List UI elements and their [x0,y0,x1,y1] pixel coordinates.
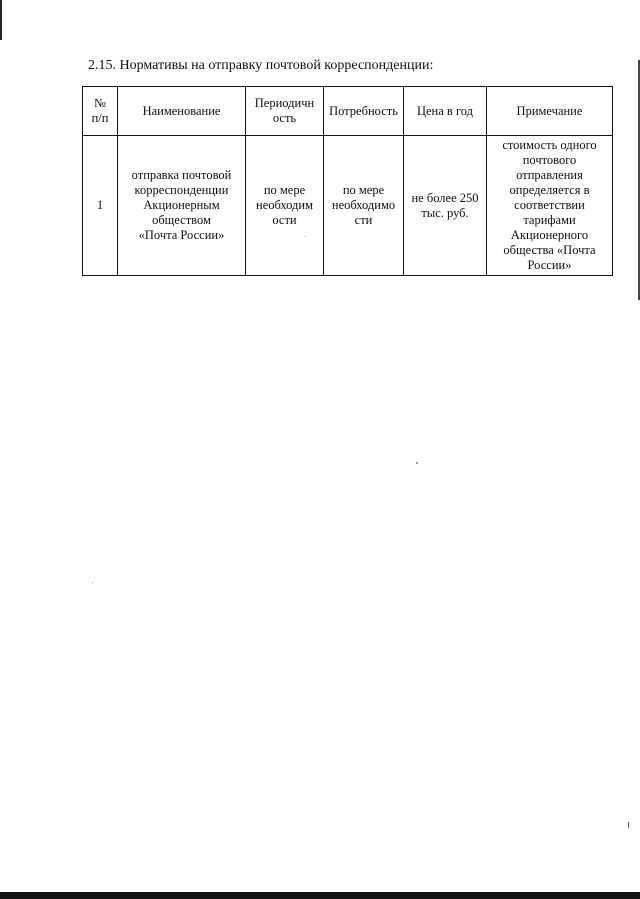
scan-speck [628,822,629,828]
header-number: № п/п [83,87,118,136]
scan-edge-left [0,0,2,40]
header-price: Цена в год [404,87,487,136]
cell-number: 1 [83,136,118,276]
cell-price: не более 250 тыс. руб. [404,136,487,276]
scan-speck [92,582,93,583]
scan-speck [416,462,418,464]
header-name: Наименование [118,87,246,136]
cell-note: стоимость одного почтового отправления определяется в соответствии тарифами Акционерного общества «Почта России» [487,136,613,276]
header-demand: Потребность [324,87,404,136]
header-note: Примечание [487,87,613,136]
header-periodicity: Периодичн ость [246,87,324,136]
norms-table [82,86,613,276]
table-header-row [83,87,613,136]
scan-edge-bottom [0,892,640,899]
scan-speck [305,236,306,237]
cell-name: отправка почтовой корреспонденции Акционерным обществом «Почта России» [118,136,246,276]
table-row [83,136,613,276]
cell-periodicity: по мере необходим ости [246,136,324,276]
cell-demand: по мере необходимо сти [324,136,404,276]
section-title: 2.15. Нормативы на отправку почтовой корреспонденции: [88,58,434,73]
